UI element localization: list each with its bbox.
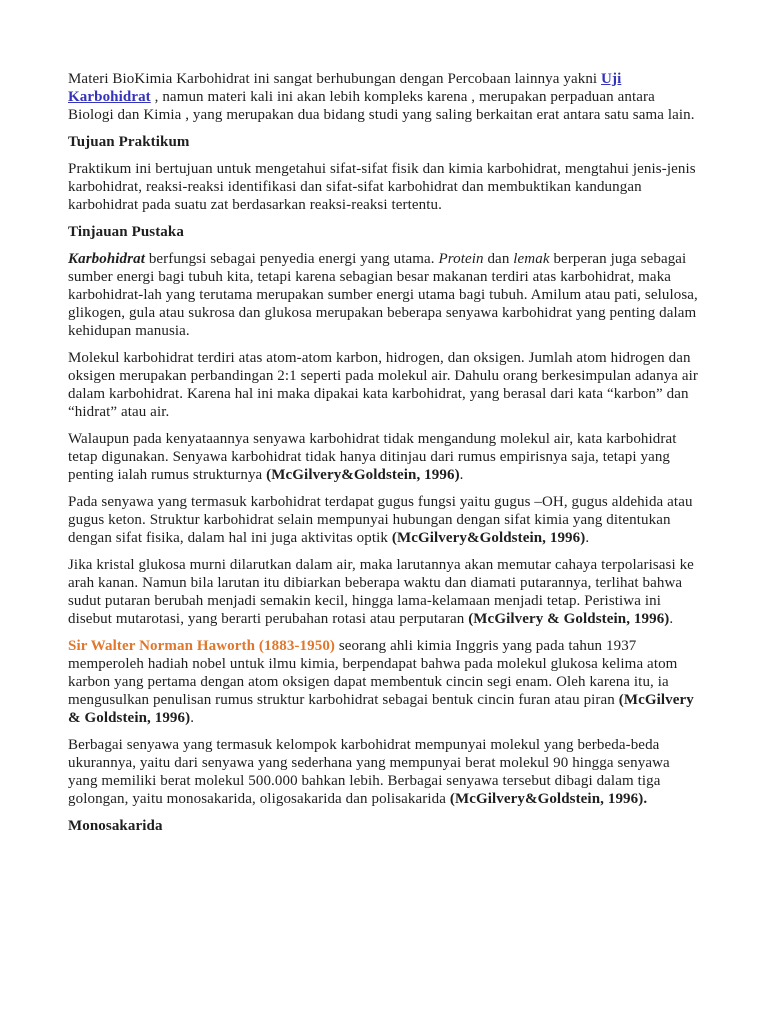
golongan-paragraph bbox=[68, 736, 702, 808]
citation: (McGilvery & Goldstein, 1996) bbox=[468, 611, 670, 627]
gugus-fungsi-paragraph bbox=[68, 493, 702, 547]
citation: (McGilvery&Goldstein, 1996) bbox=[391, 530, 586, 546]
text-run: Materi BioKimia Karbohidrat ini sangat berhubungan dengan Percobaan lainnya yakni bbox=[68, 71, 602, 87]
text-run: Karbohidrat bbox=[68, 251, 145, 267]
citation: (McGilvery & Goldstein, 1996) bbox=[68, 692, 694, 726]
text-run: Protein bbox=[438, 251, 484, 267]
intro-paragraph bbox=[68, 70, 702, 124]
text-run: Tinjauan Pustaka bbox=[68, 224, 184, 240]
molekul-paragraph bbox=[68, 349, 702, 421]
text-run: . bbox=[585, 530, 590, 546]
haworth-name-highlight: Sir Walter Norman Haworth (1883-1950) bbox=[68, 638, 336, 654]
text-run: , namun materi kali ini akan lebih kompleks karena , merupakan perpaduan antara Biologi dan Kimia , yang merupakan dua bidang studi yang saling berkaitan erat antara satu sama lain. bbox=[68, 89, 695, 123]
walaupun-paragraph bbox=[68, 430, 702, 484]
document-content bbox=[68, 70, 702, 835]
citation: (McGilvery&Goldstein, 1996). bbox=[449, 791, 648, 807]
text-run: berfungsi sebagai penyedia energi yang utama. bbox=[144, 251, 439, 267]
monosakarida-heading bbox=[68, 817, 702, 835]
citation: (McGilvery&Goldstein, 1996) bbox=[266, 467, 460, 483]
text-run: Molekul karbohidrat terdiri atas atom-atom karbon, hidrogen, dan oksigen. Jumlah atom hidrogen dan oksigen merupakan perbandingan 2:1 seperti pada molekul air. Dahulu orang berkesimpulan adanya air dalam karbohidrat. Karena hal ini maka dipakai kata karbohidrat, yang berasal dari kata “karbon” dan “hidrat” atau air. bbox=[68, 350, 699, 420]
tujuan-praktikum-heading bbox=[68, 133, 702, 151]
tujuan-paragraph bbox=[68, 160, 702, 214]
text-run: Jika kristal glukosa murni dilarutkan dalam air, maka larutannya akan memutar cahaya terpolarisasi ke arah kanan. Namun bila larutan itu dibiarkan beberapa waktu dan diamati putarannya, terlihat bahwa sudut putaran berubah menjadi semakin kecil, hingga lama-kelamaan menjadi tetap. Peristiwa ini disebut mutarotasi, yang berarti perubahan rotasi atau perputaran bbox=[68, 557, 694, 627]
text-run: lemak bbox=[513, 251, 550, 267]
text-run: berperan juga sebagai sumber energi bagi tubuh kita, tetapi karena sebagian besar makanan terdiri atas karbohidrat, maka karbohidrat-lah yang terutama merupakan sumber energi utama bagi tubuh. Amilum atau pati, selulosa, glikogen, gula atau sukrosa dan glukosa merupakan beberapa senyawa karbohidrat yang penting dalam kehidupan manusia. bbox=[68, 251, 698, 339]
text-run: . bbox=[459, 467, 464, 483]
haworth-paragraph bbox=[68, 637, 702, 727]
tinjauan-pustaka-heading bbox=[68, 223, 702, 241]
mutarotasi-paragraph bbox=[68, 556, 702, 628]
text-run: Berbagai senyawa yang termasuk kelompok karbohidrat mempunyai molekul yang berbeda-beda ukurannya, yaitu dari senyawa yang sederhana yang mempunyai berat molekul 90 hingga senyawa yang memiliki berat molekul 500.000 bahkan lebih. Berbagai senyawa tersebut dibagi dalam tiga golongan, yaitu monosakarida, oligosakarida dan polisakarida bbox=[68, 737, 670, 807]
uji-karbohidrat-link[interactable]: Uji Karbohidrat bbox=[68, 71, 622, 105]
text-run: Monosakarida bbox=[68, 818, 163, 834]
text-run: Tujuan Praktikum bbox=[68, 134, 190, 150]
text-run: dan bbox=[483, 251, 514, 267]
text-run: Walaupun pada kenyataannya senyawa karbohidrat tidak mengandung molekul air, kata karbohidrat tetap digunakan. Senyawa karbohidrat tidak hanya ditinjau dari rumus empirisnya saja, tetapi yang penting ialah rumus strukturnya bbox=[68, 431, 677, 483]
karbohidrat-fungsi-paragraph bbox=[68, 250, 702, 340]
text-run: . bbox=[190, 710, 195, 726]
text-run: Praktikum ini bertujuan untuk mengetahui sifat-sifat fisik dan kimia karbohidrat, mengtahui jenis-jenis karbohidrat, reaksi-reaksi identifikasi dan sifat-sifat karbohidrat dan membuktikan kandungan karbohidrat pada suatu zat berdasarkan reaksi-reaksi tertentu. bbox=[68, 161, 696, 213]
text-run: . bbox=[669, 611, 674, 627]
text-run: seorang ahli kimia Inggris yang pada tahun 1937 memperoleh hadiah nobel untuk ilmu kimia, berpendapat bahwa pada molekul glukosa kelima atom karbon yang pertama dengan atom oksigen dapat membentuk cincin segi enam. Oleh karena itu, ia mengusulkan penulisan rumus struktur karbohidrat sebagai bentuk cincin furan atau piran bbox=[68, 638, 678, 708]
text-run: Pada senyawa yang termasuk karbohidrat terdapat gugus fungsi yaitu gugus –OH, gugus aldehida atau gugus keton. Struktur karbohidrat selain mempunyai hubungan dengan sifat kimia yang ditentukan dengan sifat fisika, dalam hal ini juga aktivitas optik bbox=[68, 494, 693, 546]
